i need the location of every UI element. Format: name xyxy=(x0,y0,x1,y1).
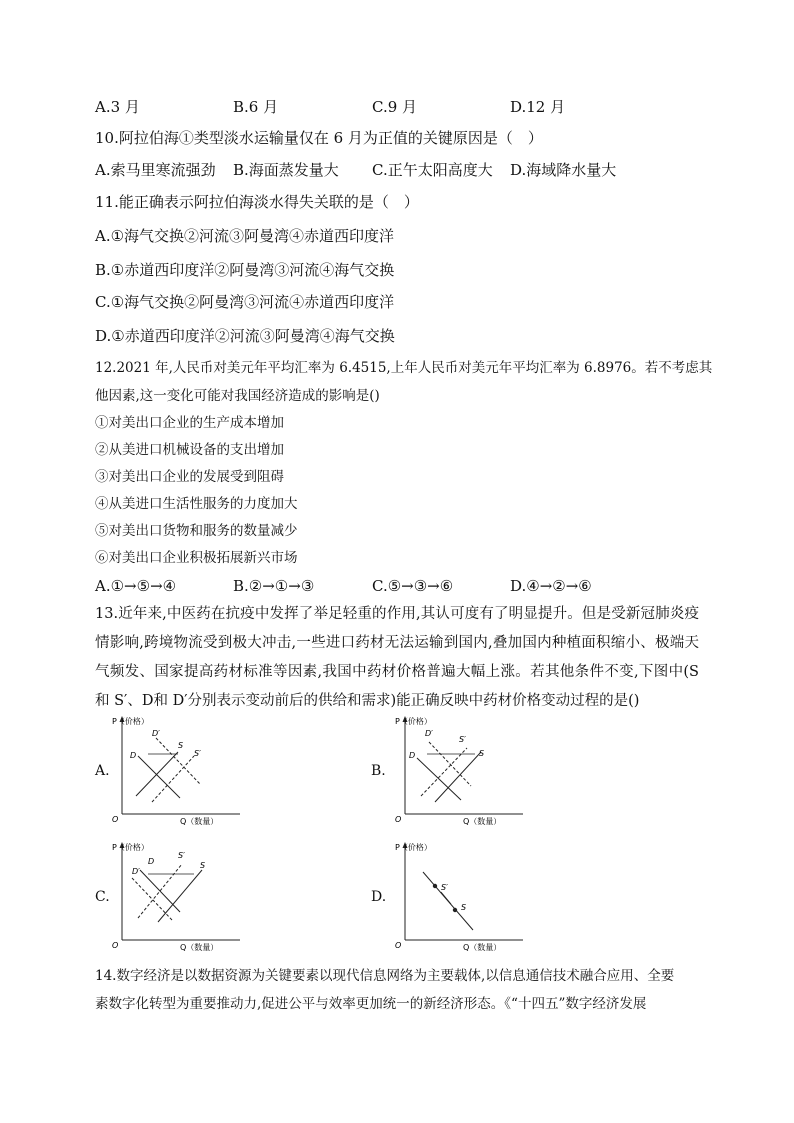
q12-option-b: B.②→①→③ xyxy=(233,577,315,595)
p-axis-label: P（价格） xyxy=(395,843,432,852)
q14-line1: 14.数字经济是以数据资源为关键要素以现代信息网络为主要载体,以信息通信技术融合应用、全要 xyxy=(95,968,675,984)
q11-option-d: D.①赤道西印度洋②河流③阿曼湾④海气交换 xyxy=(95,327,395,345)
q13-figure-b xyxy=(391,712,531,828)
curve-label-1: D′ xyxy=(425,729,433,738)
shift-arrow xyxy=(441,892,451,904)
q10-option-b: B.海面蒸发量大 xyxy=(233,161,339,179)
p-axis-label: P（价格） xyxy=(395,717,432,726)
curve-label-3: D xyxy=(409,751,416,760)
origin-label: O xyxy=(112,815,119,824)
p-axis-label: P（价格） xyxy=(112,717,149,726)
q13-figure-a-label: A. xyxy=(95,763,110,779)
q9-option-d: D.12 月 xyxy=(510,98,566,116)
q13-figure-c xyxy=(108,838,248,954)
q12-stem-line2: 他因素,这一变化可能对我国经济造成的影响是() xyxy=(95,388,380,404)
q12-item-6: ⑥对美出口企业积极拓展新兴市场 xyxy=(95,550,298,566)
d-prime-curve xyxy=(132,878,172,920)
q12-option-d: D.④→②→⑥ xyxy=(510,577,592,595)
origin-label: O xyxy=(395,941,402,950)
q12-item-4: ④从美进口生活性服务的力度加大 xyxy=(95,496,298,512)
curve-label-4: S′ xyxy=(194,749,201,758)
q9-option-c: C.9 月 xyxy=(372,98,418,116)
q9-option-b: B.6 月 xyxy=(233,98,279,116)
curve-label-1: D′ xyxy=(152,729,160,738)
q10-option-a: A.索马里寒流强劲 xyxy=(95,161,216,179)
q11-option-b: B.①赤道西印度洋②阿曼湾③河流④海气交换 xyxy=(95,261,395,279)
q13-figure-a xyxy=(108,712,248,828)
d-curve xyxy=(138,756,180,798)
curve-label-1: S′ xyxy=(441,883,448,892)
q12-item-2: ②从美进口机械设备的支出增加 xyxy=(95,442,284,458)
q13-figure-b-label: B. xyxy=(371,763,386,779)
curve-label-2: S xyxy=(461,903,467,912)
q10-option-c: C.正午太阳高度大 xyxy=(372,161,493,179)
q13-figure-d-label: D. xyxy=(371,889,387,905)
q12-item-3: ③对美出口企业的发展受到阻碍 xyxy=(95,469,284,485)
q10-option-d: D.海域降水量大 xyxy=(510,161,617,179)
q11-stem: 11.能正确表示阿拉伯海淡水得失关联的是（ ） xyxy=(95,193,419,211)
q11-option-a: A.①海气交换②河流③阿曼湾④赤道西印度洋 xyxy=(95,227,395,245)
curve-label-3: D xyxy=(130,751,137,760)
q11-option-c: C.①海气交换②阿曼湾③河流④赤道西印度洋 xyxy=(95,293,395,311)
q9-option-a: A.3 月 xyxy=(95,98,140,116)
point-s xyxy=(453,908,457,912)
q12-item-5: ⑤对美出口货物和服务的数量减少 xyxy=(95,523,298,539)
curve-label-3: S xyxy=(200,861,206,870)
curve-label-1: S′ xyxy=(178,851,185,860)
origin-label: O xyxy=(112,941,119,950)
q12-option-a: A.①→⑤→④ xyxy=(95,577,177,595)
point-s-prime xyxy=(433,884,437,888)
curve-label-4: S xyxy=(479,749,485,758)
curve-label-2: S′ xyxy=(459,735,466,744)
q14-line2: 素数字化转型为重要推动力,促进公平与效率更加统一的新经济形态。《“十四五”数字经济发展 xyxy=(95,996,647,1012)
s-prime-curve xyxy=(421,748,467,796)
q10-stem: 10.阿拉伯海①类型淡水运输量仅在 6 月为正值的关键原因是（ ） xyxy=(95,129,543,147)
s-curve xyxy=(435,752,481,802)
q12-option-c: C.⑤→③→⑥ xyxy=(372,577,454,595)
q-axis-label: Q（数量） xyxy=(463,817,502,826)
origin-label: O xyxy=(395,815,402,824)
q13-figure-c-label: C. xyxy=(95,889,110,905)
curve-label-2: S xyxy=(178,741,184,750)
curve-label-4: D′ xyxy=(132,867,140,876)
q-axis-label: Q（数量） xyxy=(180,817,219,826)
q13-stem: 13.近年来,中医药在抗疫中发挥了举足轻重的作用,其认可度有了明显提升。但是受新冠肺炎疫情影响,跨境物流受到极大冲击,一些进口药材无法运输到国内,叠加国内种植面积缩小、极端天气频发、国家提高药材标准等因素,我国中药材价格普遍大幅上涨。若其他条件不变,下图中(S和 S′、D和 D′分别表示变动前后的供给和需求)能正确反映中药材价格变动过程的是() xyxy=(95,606,699,709)
p-axis-label: P（价格） xyxy=(112,843,149,852)
d-prime-curve xyxy=(429,742,471,786)
d-curve xyxy=(140,870,180,912)
q-axis-label: Q（数量） xyxy=(463,943,502,952)
q12-stem-line1: 12.2021 年,人民币对美元年平均汇率为 6.4515,上年人民币对美元年平均汇率为 6.8976。若不考虑其 xyxy=(95,360,713,376)
q-axis-label: Q（数量） xyxy=(180,943,219,952)
q12-item-1: ①对美出口企业的生产成本增加 xyxy=(95,415,284,431)
d-curve xyxy=(417,758,461,800)
curve-label-2: D xyxy=(148,857,155,866)
s-prime-curve xyxy=(152,756,194,802)
q13-figure-d xyxy=(391,838,531,954)
